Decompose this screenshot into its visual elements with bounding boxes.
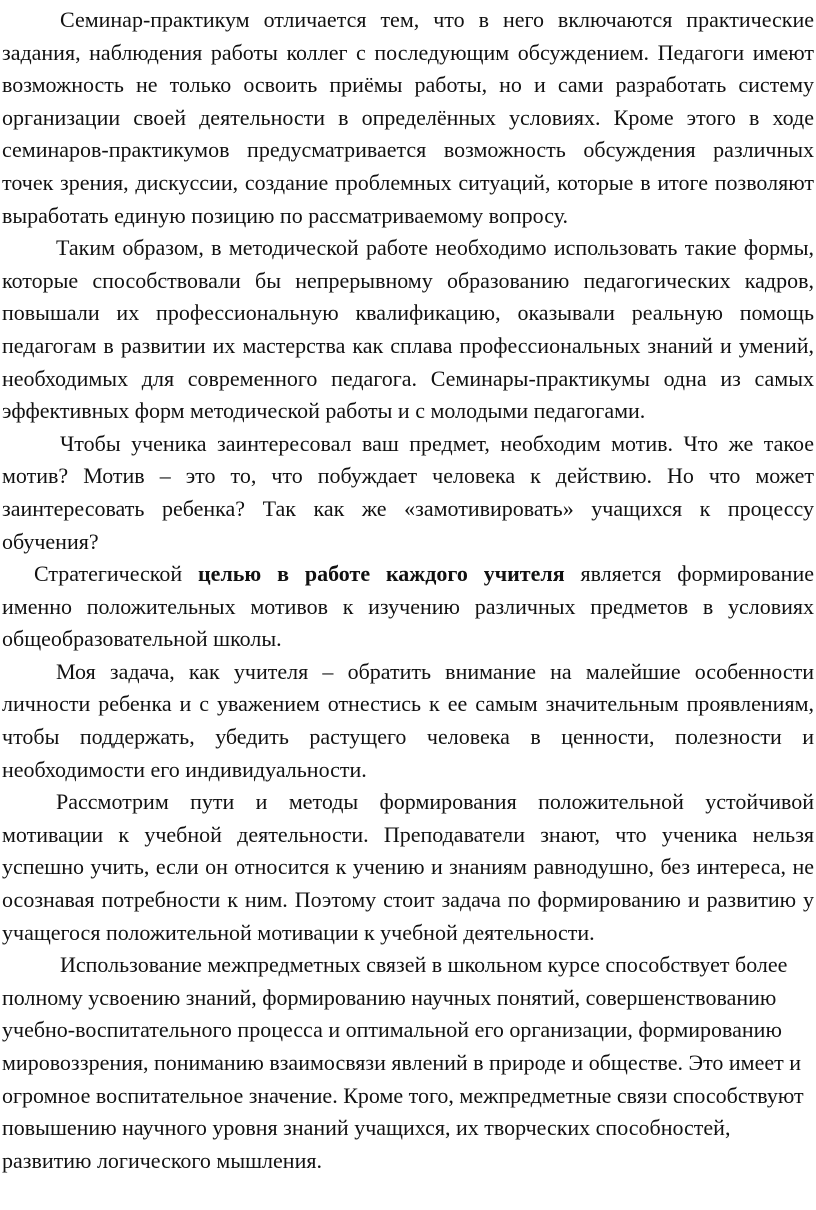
paragraph-methodical-work: Таким образом, в методической работе необходимо использовать такие формы, которые способствовали бы непрерывному образованию педагогических кадров, повышали их профессиональную квалификацию, оказывали реальную помощь педагогам в развитии их мастерства как сплава профессиональных знаний и умений, необходимых для современного педагога. Семинары-практикумы одна из самых эффективных форм методической работы и с молодыми педагогами. [2,235,814,424]
paragraph-strategic-goal [2,558,814,656]
paragraph-interdisciplinary-links: Использование межпредметных связей в школьном курсе способствует более полному усвоению знаний, формированию научных понятий, совершенствованию учебно-воспитательного процесса и оптимальной его организации, формированию мировоззрения, пониманию взаимосвязи явлений в природе и обществе. Это имеет и огромное воспитательное значение. Кроме того, межпредметные связи способствуют повышению научного уровня знаний учащихся, их творческих способностей, развитию логического мышления. [2,952,804,1173]
strategic-goal-lead: Стратегической [34,561,198,587]
paragraph-motivation-question: Чтобы ученика заинтересовал ваш предмет, необходим мотив. Что же такое мотив? Мотив – это то, что побуждает человека к действию. Но что может заинтересовать ребенка? Так как же «замотивировать» учащихся к процессу обучения? [2,430,814,554]
paragraph-seminar-practicum: Семинар-практикум отличается тем, что в него включаются практические задания, наблюдения работы коллег с последующим обсуждением. Педагоги имеют возможность не только освоить приёмы работы, но и сами разработать систему организации своей деятельности в определённых условиях. Кроме этого в ходе семинаров-практикумов предусматривается возможность обсуждения различных точек зрения, дискуссии, создание проблемных ситуаций, которые в итоге позволяют выработать единую позицию по рассматриваемому вопросу. [2,7,814,228]
strategic-goal-emphasis: целью в работе каждого учителя [198,561,565,587]
paragraph-motivation-methods: Рассмотрим пути и методы формирования положительной устойчивой мотивации к учебной деятельности. Преподаватели знают, что ученика нельзя успешно учить, если он относится к учению и знаниям равнодушно, без интереса, не осознавая потребности к ним. Поэтому стоит задача по формированию и развитию у учащегося положительной мотивации к учебной деятельности. [2,789,814,945]
strategic-goal-rest: является формирование именно положительных мотивов к изучению различных предметов в условиях общеобразовательной школы. [2,561,814,652]
paragraph-teacher-task: Моя задача, как учителя – обратить внимание на малейшие особенности личности ребенка и с уважением отнестись к ее самым значительным проявлениям, чтобы поддержать, убедить растущего человека в ценности, полезности и необходимости его индивидуальности. [2,658,814,782]
